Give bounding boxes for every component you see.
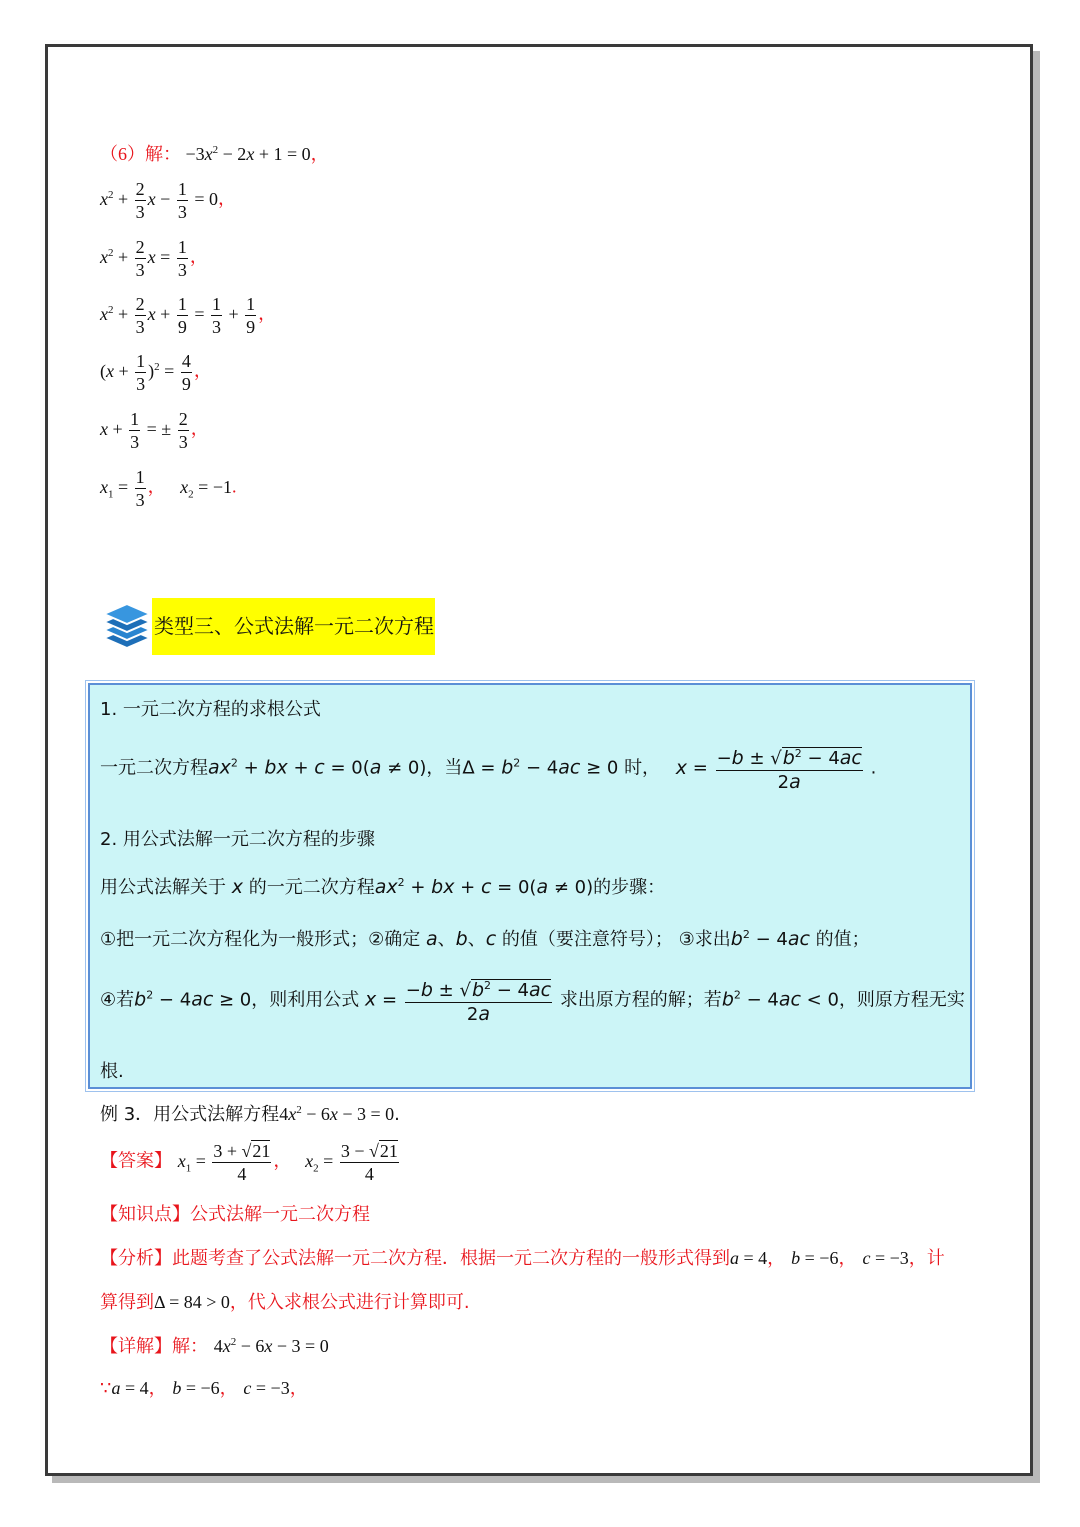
analysis-line-1: 【分析】此题考查了公式法解一元二次方程．根据一元二次方程的一般形式得到a = 4， b = −6， c = −3，计: [100, 1248, 945, 1269]
detail-line: 【详解】解： $4x^2 - 6x - 3 = 0$: [100, 1336, 329, 1357]
steps-intro: 用公式法解关于 x 的一元二次方程$ax^2$ + bx + c = 0(a ≠ 0)的步骤：: [100, 876, 666, 898]
answer-line: 【答案】 $x_1$ = $\frac{3 + √21}{4}$ ， $x_2$ = $\frac{3 - √21}{4}$: [100, 1141, 398, 1184]
solution-line-5: (x + $\frac{1}{3}$ )$^2$ = $\frac{4}{9}$ ，: [100, 351, 212, 394]
box-title-2: 2. 用公式法解一元二次方程的步骤: [100, 829, 375, 850]
knowledge-box: [88, 683, 972, 1089]
analysis-line-2: 算得到Δ = 84 > 0，代入求根公式进行计算即可.: [100, 1292, 470, 1313]
solution-line-6: x + $\frac{1}{3}$ = ± $\frac{2}{3}$ ，: [100, 409, 209, 452]
books-icon: [100, 600, 154, 654]
solution-label: （6）解：: [100, 144, 181, 164]
solution-line-7: $x_1$ = $\frac{1}{3}$ ， $x_2 = -1$.: [100, 467, 237, 510]
section-heading: 类型三、公式法解一元二次方程: [152, 598, 435, 655]
example-title: 例 3．用公式法解方程$4x^2 - 6x - 3 = 0$.: [100, 1104, 400, 1125]
steps-1-3: ①把一元二次方程化为一般形式；②确定 a、b、c 的值（要注意符号）； ③求出$b^2 - 4ac$ 的值；: [100, 928, 870, 950]
knowledge-line: 【知识点】公式法解一元二次方程: [100, 1204, 370, 1225]
solution-line-3: $x^2$ + $\frac{2}{3}$ x = $\frac{1}{3}$ ，: [100, 237, 208, 280]
box-title-1: 1. 一元二次方程的求根公式: [100, 699, 321, 720]
step-4-end: 根.: [100, 1061, 124, 1082]
root-formula-line: 一元二次方程$ax^2$ + bx + c = 0(a ≠ 0)，当$\Delta = b^2 - 4ac \ge 0$ 时， x = $\frac{-b \pm √b^2 - 4ac}{2a}$ .: [100, 743, 876, 794]
solution-line-1: （6）解： $-3x^2 - 2x + 1 = 0$，: [100, 144, 329, 164]
step-4: ④若$b^2 - 4ac \ge 0$，则利用公式 x = $\frac{-b \pm √b^2 - 4ac}{2a}$ 求出原方程的解；若$b^2 - 4ac < 0$，则原方程无实: [100, 975, 965, 1026]
solution-line-2: $x^2$ + $\frac{2}{3}$ x − $\frac{1}{3}$ = 0，: [100, 179, 236, 222]
coefficients-line: ∵a = 4， b = −6， c = −3，: [100, 1378, 308, 1399]
solution-line-4: $x^2$ + $\frac{2}{3}$ x + $\frac{1}{9}$ = $\frac{1}{3}$ + $\frac{1}{9}$ ，: [100, 294, 277, 337]
